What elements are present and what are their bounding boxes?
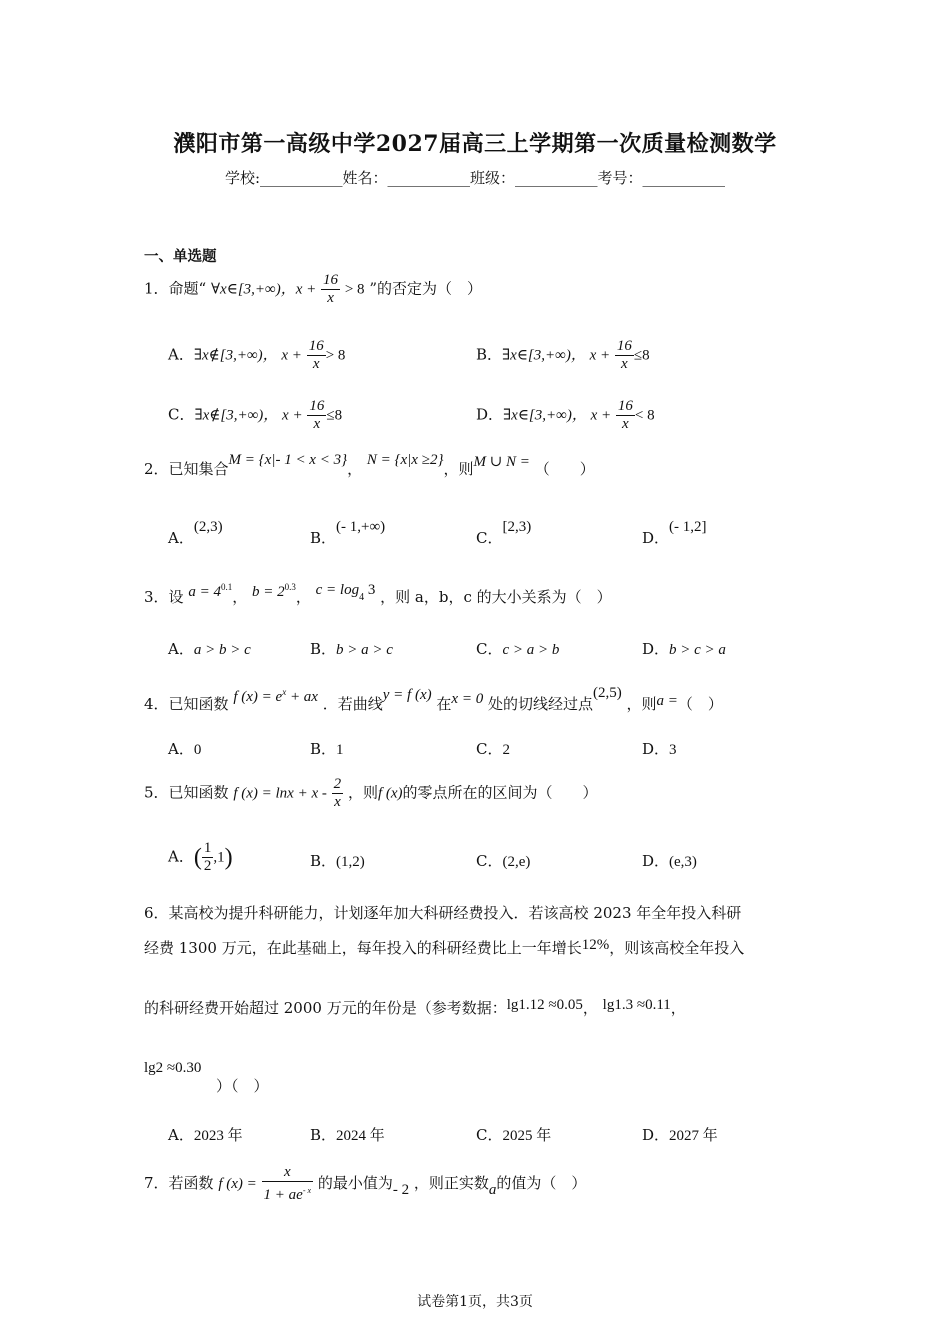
q4-option-b[interactable]: B．1 [310, 740, 344, 758]
question-1-fraction: $\frac{16}{x}$ [323, 272, 339, 306]
page-title: 濮阳市第一高级中学2027届高三上学期第一次质量检测数学 [173, 131, 777, 157]
question-6-line-2: 经费 1300 万元，在此基础上，每年投入的科研经费比上一年增长12%，则该高校全年投入 [144, 937, 745, 957]
question-5: 5．已知函数 f (x) = lnx + x - $\frac{2}{x}$ ，则f (x)的零点所在的区间为（ ） [144, 776, 598, 810]
question-1-suffix: ”的否定为（ ） [369, 279, 482, 298]
q1-option-b[interactable]: B．∃x∈[3,+∞)， x + $\frac{16}{x}$ ≤8 [476, 338, 650, 372]
q5-option-a[interactable]: A．( $\frac{1}{2}$ ,1) [168, 840, 233, 874]
q4-option-a[interactable]: A．0 [168, 740, 202, 758]
question-3: 3．设 $a = 4^{0.1}$， $b = 2^{0.3}$， $c = \log_4 3$ ，则 a，b，c 的大小关系为（ ） [144, 582, 612, 606]
q1-option-d[interactable]: D．∃x∈[3,+∞)， x + $\frac{16}{x}$ < 8 [476, 398, 655, 432]
q2-option-c[interactable]: C．[2,3) [476, 519, 532, 547]
question-1 [144, 272, 482, 307]
q5-option-d[interactable]: D．(e,3) [642, 852, 697, 870]
q1-option-a[interactable]: A．∃x∉[3,+∞)， x + $\frac{16}{x}$ > 8 [168, 338, 346, 372]
q4-option-d[interactable]: D．3 [642, 740, 677, 758]
q3-option-b[interactable]: B．b > a > c [310, 640, 393, 658]
student-info-line: 学校:___________姓名：___________班级：___________考号：___________ [224, 169, 726, 187]
question-4: 4．已知函数 f $(x) = e^x$ + ax ．若曲线y = f (x) 在x = 0 处的切线经过点(2,5) ，则a =（ ） [144, 685, 723, 713]
q6-option-a[interactable]: A．2023 年 [168, 1126, 243, 1144]
question-7: 7．若函数 f (x) = $\frac{x}{1 + ae^{- x}}$ 的最小值为- 2 ，则正实数a的值为（ ） [144, 1164, 587, 1203]
q2-option-a[interactable]: A．(2,3) [168, 519, 223, 547]
question-1-relation: > 8 [344, 281, 365, 298]
q5-option-c[interactable]: C．(2,e) [476, 852, 531, 870]
q3-option-c[interactable]: C．c > a > b [476, 640, 560, 658]
q5-option-b[interactable]: B．(1,2) [310, 852, 365, 870]
q2-option-b[interactable]: B．(- 1,+∞) [310, 519, 386, 547]
question-2: 2．已知集合M = {x|- 1 < x < 3}， N = {x|x ≥2}，则M ∪ N = （ ） [144, 452, 595, 478]
q4-option-c[interactable]: C．2 [476, 740, 510, 758]
q6-option-d[interactable]: D．2027 年 [642, 1126, 718, 1144]
question-1-math: ∀x∈[3,+∞)，x + [211, 281, 317, 298]
question-6-line-3: 的科研经费开始超过 2000 万元的年份是（参考数据：lg1.12 ≈0.05， lg1.3 ≈0.11， [144, 997, 686, 1017]
q3-option-d[interactable]: D．b > c > a [642, 640, 726, 658]
section-heading: 一、单选题 [144, 248, 217, 265]
question-6-reference: lg2 ≈0.30 [144, 1060, 202, 1076]
question-1-prefix: 1．命题“ [144, 279, 207, 298]
question-6-line-1: 6．某高校为提升科研能力，计划逐年加大科研经费投入．若该高校 2023 年全年投入科研 [144, 904, 742, 922]
q1-option-c[interactable]: C．∃x∉[3,+∞)， x + $\frac{16}{x}$ ≤8 [168, 398, 343, 432]
q2-option-d[interactable]: D．(- 1,2] [642, 519, 707, 547]
q6-option-b[interactable]: B．2024 年 [310, 1126, 385, 1144]
question-6-line-4: ）（ ） [216, 1077, 269, 1095]
page-footer: 试卷第1页，共3页 [417, 1294, 533, 1310]
q6-option-c[interactable]: C．2025 年 [476, 1126, 552, 1144]
q3-option-a[interactable]: A．a > b > c [168, 640, 251, 658]
